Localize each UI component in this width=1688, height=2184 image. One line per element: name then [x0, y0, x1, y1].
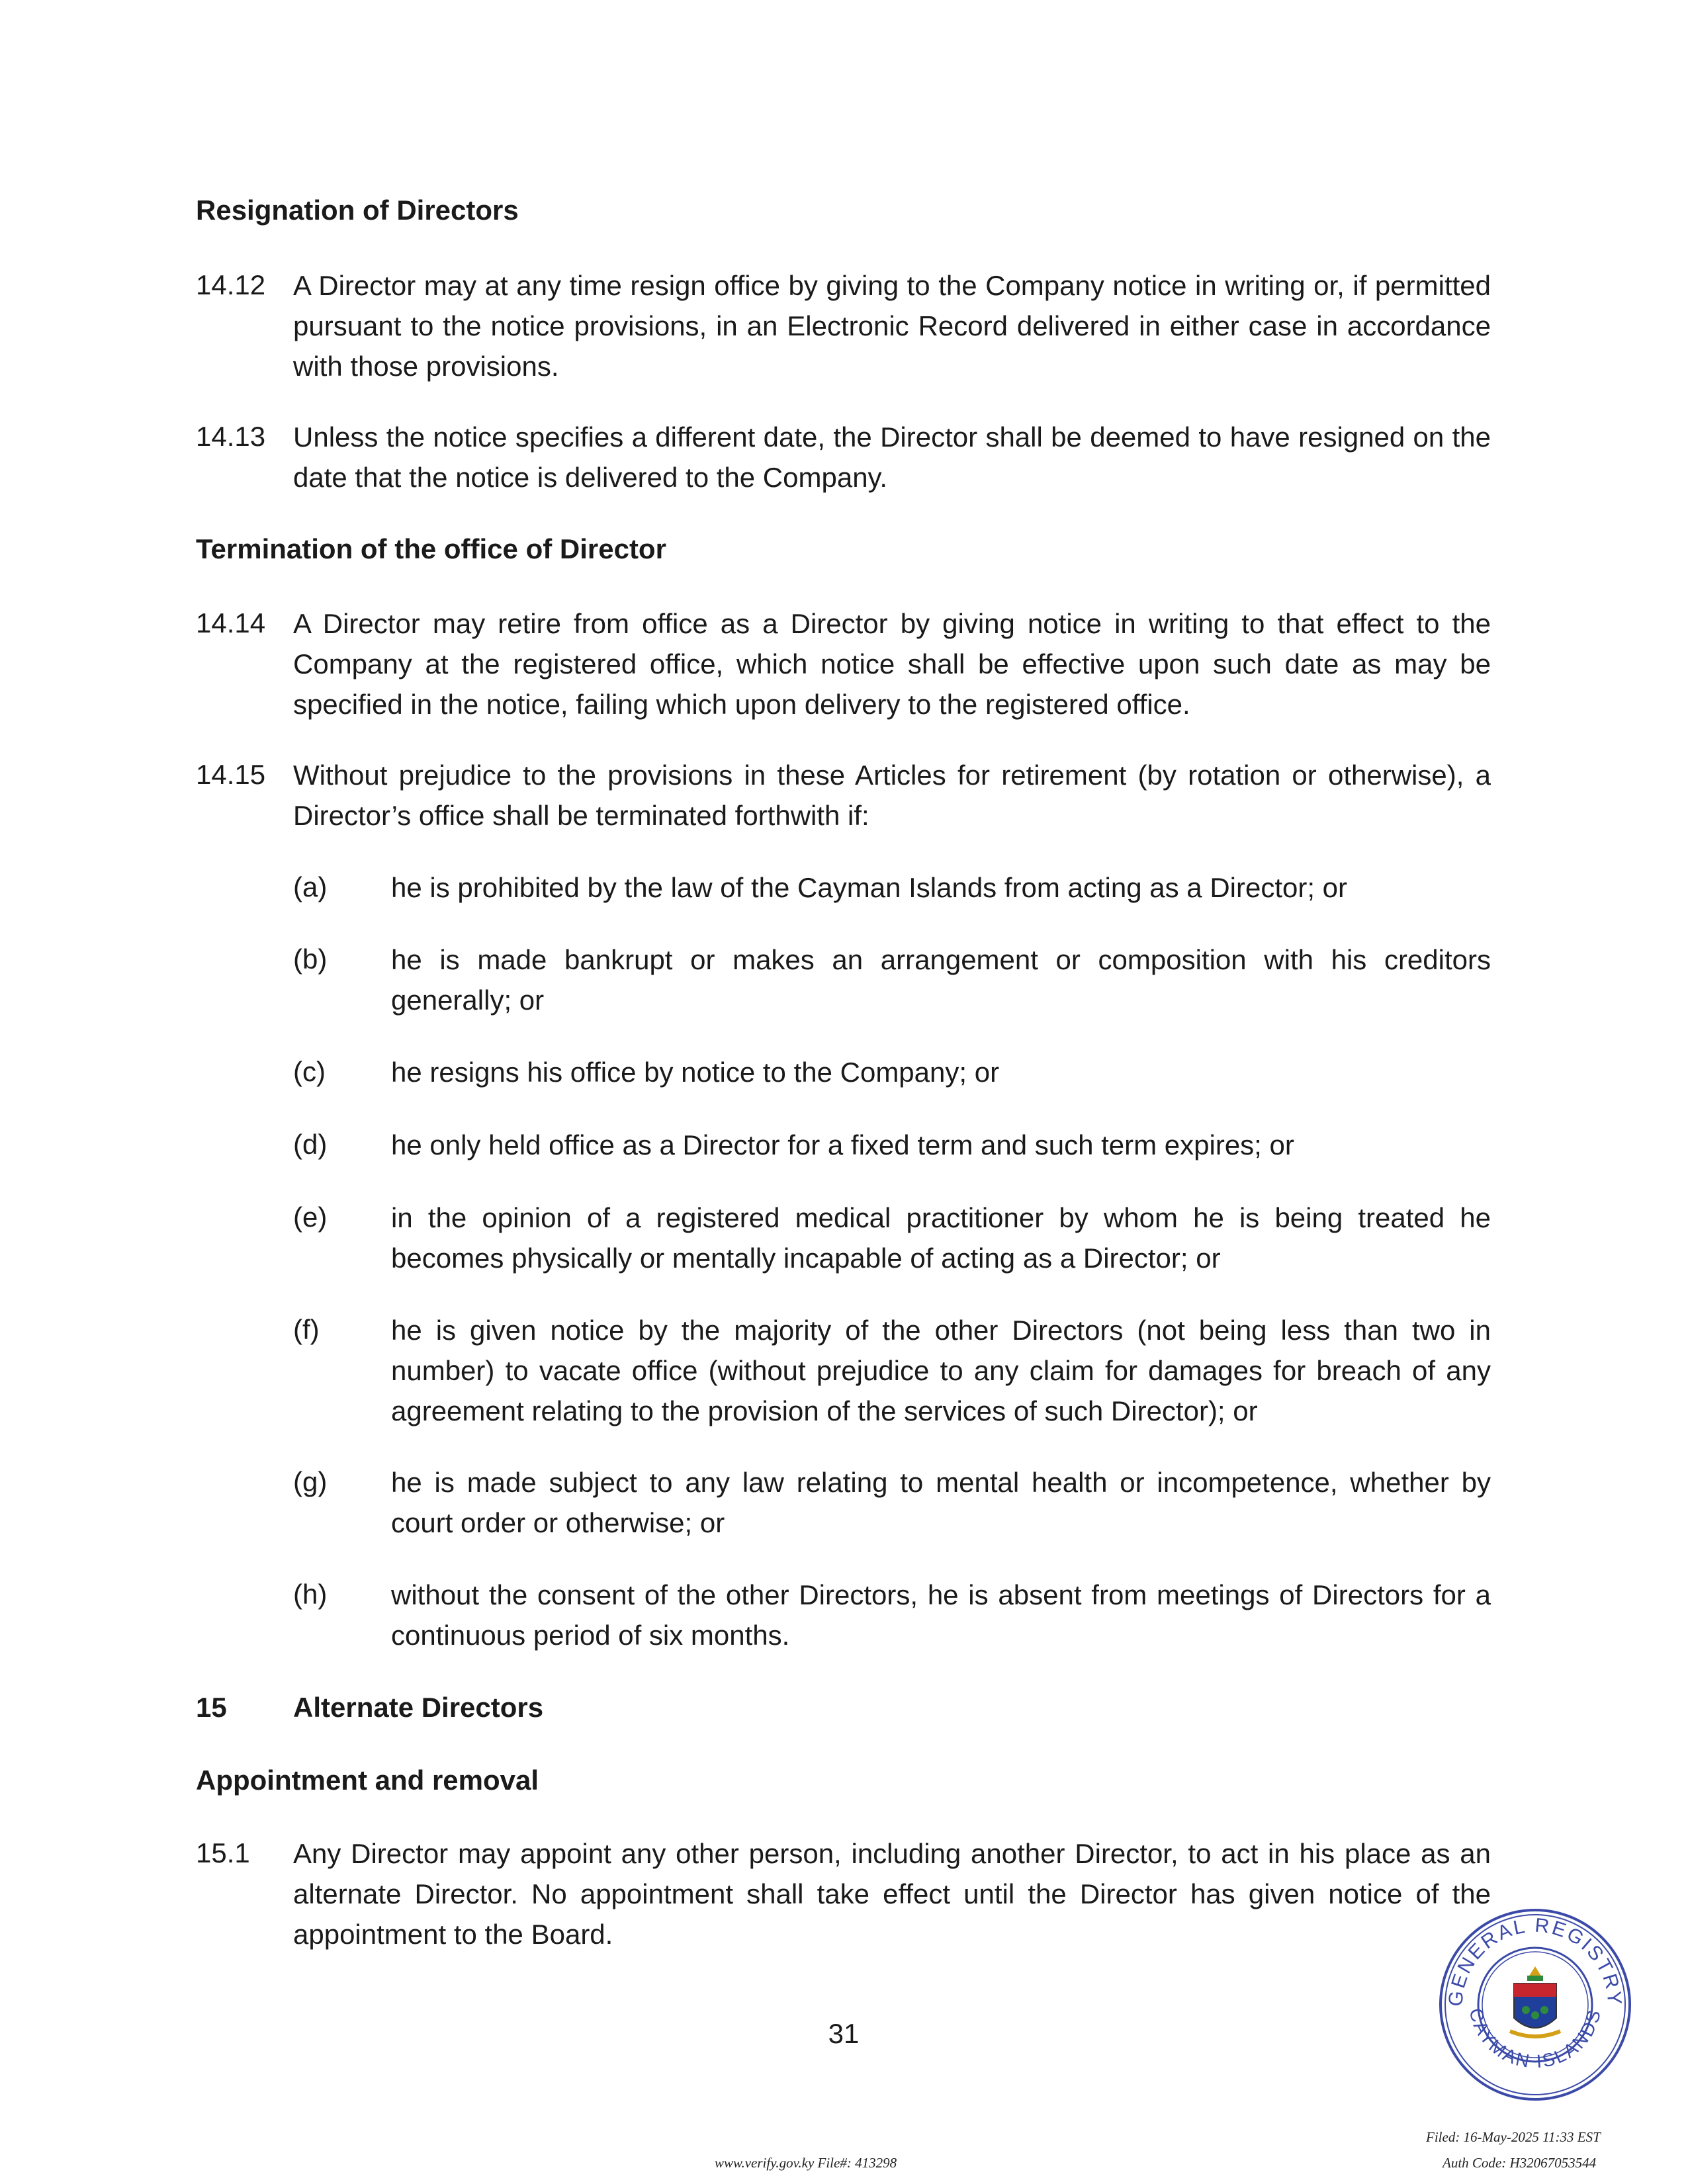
subsection-heading-appointment: Appointment and removal — [196, 1765, 539, 1796]
subitem-text-d: he only held office as a Director for a fixed term and such term expires; or — [391, 1129, 1294, 1160]
section-number-15: 15 — [196, 1692, 227, 1723]
subitem-letter-b: (b) — [293, 943, 328, 975]
clause-number-14-12: 14.12 — [196, 269, 266, 300]
section-heading-termination: Termination of the office of Director — [196, 533, 666, 564]
clause-text-14-15: Without prejudice to the provisions in these Articles for retirement (by rotation or otherwise), a Director’s office shall be terminated forthwith if: — [293, 760, 1491, 831]
subitem-text-c: he resigns his office by notice to the Company; or — [391, 1057, 1000, 1088]
subitem-letter-d: (d) — [293, 1129, 328, 1160]
clause-number-14-13: 14.13 — [196, 421, 266, 452]
clause-number-14-15: 14.15 — [196, 759, 266, 790]
subitem-text-e: in the opinion of a registered medical practitioner by whom he is being treated he becomes physically or mentally incapable of acting as a Director; or — [391, 1202, 1491, 1274]
seal-bottom-text: CAYMAN ISLANDS — [1465, 2006, 1605, 2072]
clause-text-14-12: A Director may at any time resign office by giving to the Company notice in writing or, if permitted pursuant to the notice provisions, in an Electronic Record delivered in either case in accordance with those provisions. — [293, 270, 1491, 382]
clause-text-14-14: A Director may retire from office as a Director by giving notice in writing to that effect to the Company at the registered office, which notice shall be effective upon such date as may be specified in the notice, failing which upon delivery to the registered office. — [293, 608, 1491, 720]
subitem-text-g: he is made subject to any law relating to mental health or incompetence, whether by court order or otherwise; or — [391, 1467, 1491, 1538]
subitem-text-f: he is given notice by the majority of the other Directors (not being less than two in number) to vacate office (without prejudice to any claim for damages for breach of any agreement relating to the provision of the services of such Director); or — [391, 1315, 1491, 1426]
subitem-text-h: without the consent of the other Directors, he is absent from meetings of Directors for a continuous period of six months. — [391, 1579, 1491, 1651]
clause-text-14-13: Unless the notice specifies a different date, the Director shall be deemed to have resigned on the date that the notice is delivered to the Company. — [293, 421, 1491, 493]
clause-number-15-1: 15.1 — [196, 1837, 250, 1868]
subitem-letter-h: (h) — [293, 1579, 328, 1610]
subitem-text-a: he is prohibited by the law of the Cayman Islands from acting as a Director; or — [391, 872, 1348, 903]
subitem-letter-e: (e) — [293, 1201, 328, 1233]
footer-auth-code-text: Auth Code: H32067053544 — [1443, 2155, 1597, 2171]
general-registry-seal-icon — [1436, 1905, 1634, 2104]
footer-filed-text: Filed: 16-May-2025 11:33 EST — [1426, 2129, 1601, 2145]
subitem-letter-f: (f) — [293, 1314, 320, 1345]
footer-verify-text: www.verify.gov.ky File#: 413298 — [715, 2155, 897, 2171]
seal-top-text: GENERAL REGISTRY — [1444, 1914, 1626, 2007]
subitem-letter-a: (a) — [293, 871, 328, 902]
clause-text-15-1: Any Director may appoint any other person, including another Director, to act in his place as an alternate Director. No appointment shall take effect until the Director has given notice of the appointment to the Board. — [293, 1838, 1491, 1950]
section-heading-resignation: Resignation of Directors — [196, 195, 519, 226]
clause-number-14-14: 14.14 — [196, 607, 266, 638]
page-number: 31 — [828, 2018, 860, 2049]
subitem-letter-g: (g) — [293, 1466, 328, 1497]
subitem-text-b: he is made bankrupt or makes an arrangement or composition with his creditors generally; or — [391, 944, 1491, 1016]
section-heading-alternate-directors: Alternate Directors — [293, 1692, 544, 1723]
subitem-letter-c: (c) — [293, 1056, 326, 1087]
